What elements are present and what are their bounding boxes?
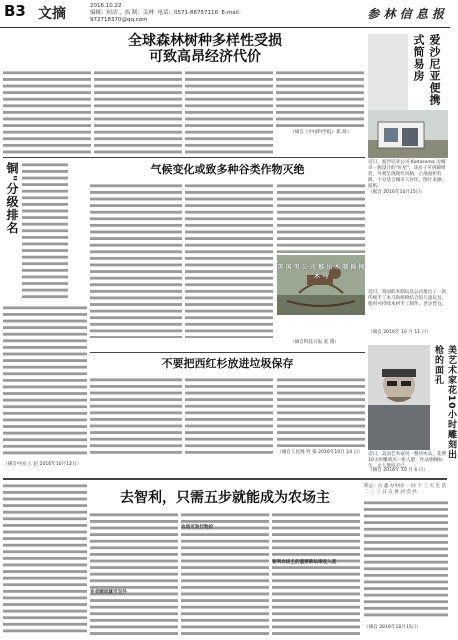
- wood-artist-caption: 近日，美国艺术家用一整块木头，花费10小时雕刻出一张人脸，作品栩栩如生，让人赞叹不已。: [368, 452, 447, 469]
- forest-col-2: [94, 70, 182, 154]
- wood-artist-headline: 美艺术家花10小时雕刻出枪的面孔: [433, 345, 456, 460]
- wood-artist-source: （摘自 2016年 10 月 6 日）: [368, 468, 428, 473]
- forest-headline-line2: 可致高昂经济代价: [149, 49, 261, 65]
- aisha-photo-top: [368, 34, 408, 110]
- artist-photo: [368, 345, 430, 450]
- climate-col-3: [277, 183, 365, 253]
- page-header: [0, 0, 450, 28]
- england-col-2: [3, 305, 87, 455]
- chile-col-2: [90, 512, 178, 637]
- redwood-source: （摘自人民网 外 报 2016年10月 14 日）: [277, 450, 363, 455]
- climate-headline: 气候变化或致多种谷类作物灭绝: [150, 163, 305, 176]
- chile-subhead-1: 农场可发行物价: [181, 525, 214, 530]
- climate-source: （摘自科技日报 张 翔）: [290, 340, 339, 345]
- forest-col-3: [185, 70, 273, 154]
- uk-caption: 近日，英国的木制玩具公司推出了一款传统手工木马和摇椅结合的儿童玩具，使用可持续木材手工制作，老少皆宜。: [368, 290, 447, 307]
- chile-subhead-2: 智利农场主的重要新法律收入是: [272, 560, 337, 565]
- uk-source: （摘自 2016年 10 月 11 日）: [368, 330, 431, 335]
- england-col-1: [22, 162, 68, 302]
- paper-name: 参 林 信 息 报: [367, 7, 444, 21]
- chile-col-4: [272, 512, 360, 637]
- aisha-source: （据自 2016年10月15日）: [368, 190, 425, 195]
- redwood-col-1: [90, 377, 182, 457]
- section-code: B3: [4, 2, 26, 20]
- chile-headline: 去智利，只需五步就能成为农场主: [120, 490, 330, 506]
- redwood-col-2: [185, 377, 273, 457]
- forest-headline: [50, 33, 360, 65]
- chile-side-note: 转公：古 鑫 办中国 一 回 十 三 天 生 活 二 三 三 日 五 体 回 会 共: [364, 484, 447, 495]
- redwood-col-3: [277, 377, 365, 447]
- forest-col-4: [276, 70, 364, 130]
- forest-headline-line1: 全球森林树种多样性受损: [128, 33, 282, 49]
- forest-col-1: [3, 70, 91, 154]
- header-editor: 编辑：何洁 ，执 制：关林: [90, 10, 154, 16]
- aisha-caption: 近日，爱沙尼亚公司 Kodasema 为城市一族设计的"好屋"。该房子可拆卸组装，外观呈现现代风格，占地面积有限，十分适合城市人居住。图片来源：报纸。: [368, 160, 447, 189]
- header-email: E-mail：972718370@qq.com: [90, 10, 245, 23]
- climate-col-2: [185, 183, 273, 338]
- england-source: （摘自中国 王 赵 2016年10月12日）: [3, 462, 82, 467]
- chile-source: （摘自 2016年10月15日）: [364, 625, 421, 630]
- forest-source: （摘自《中国科学报》郑 昂）: [290, 130, 352, 135]
- uk-photo-title: 英 国 男 公 司 推 出 木 制 摇 椅 木 马: [277, 264, 365, 280]
- section-name: 文摘: [38, 6, 66, 22]
- chile-col-1: [3, 483, 87, 633]
- aisha-headline: 爱沙尼亚便携式简易房: [412, 34, 441, 106]
- header-phone: 电话：0571-86757116: [157, 10, 218, 16]
- header-date: 2016.10.22: [90, 3, 122, 9]
- redwood-headline: 不要把西红杉放进垃圾保存: [161, 357, 294, 370]
- aisha-photo: [368, 110, 448, 158]
- chile-subhead-3: 专业顾问就可交外: [90, 590, 127, 595]
- divider: [3, 478, 447, 480]
- chile-col-5: [364, 500, 448, 620]
- header-meta: [90, 3, 300, 24]
- divider: [3, 157, 365, 158]
- climate-col-1: [90, 183, 182, 338]
- england-headline: 铜"分级排名: [5, 162, 19, 235]
- divider: [90, 352, 365, 353]
